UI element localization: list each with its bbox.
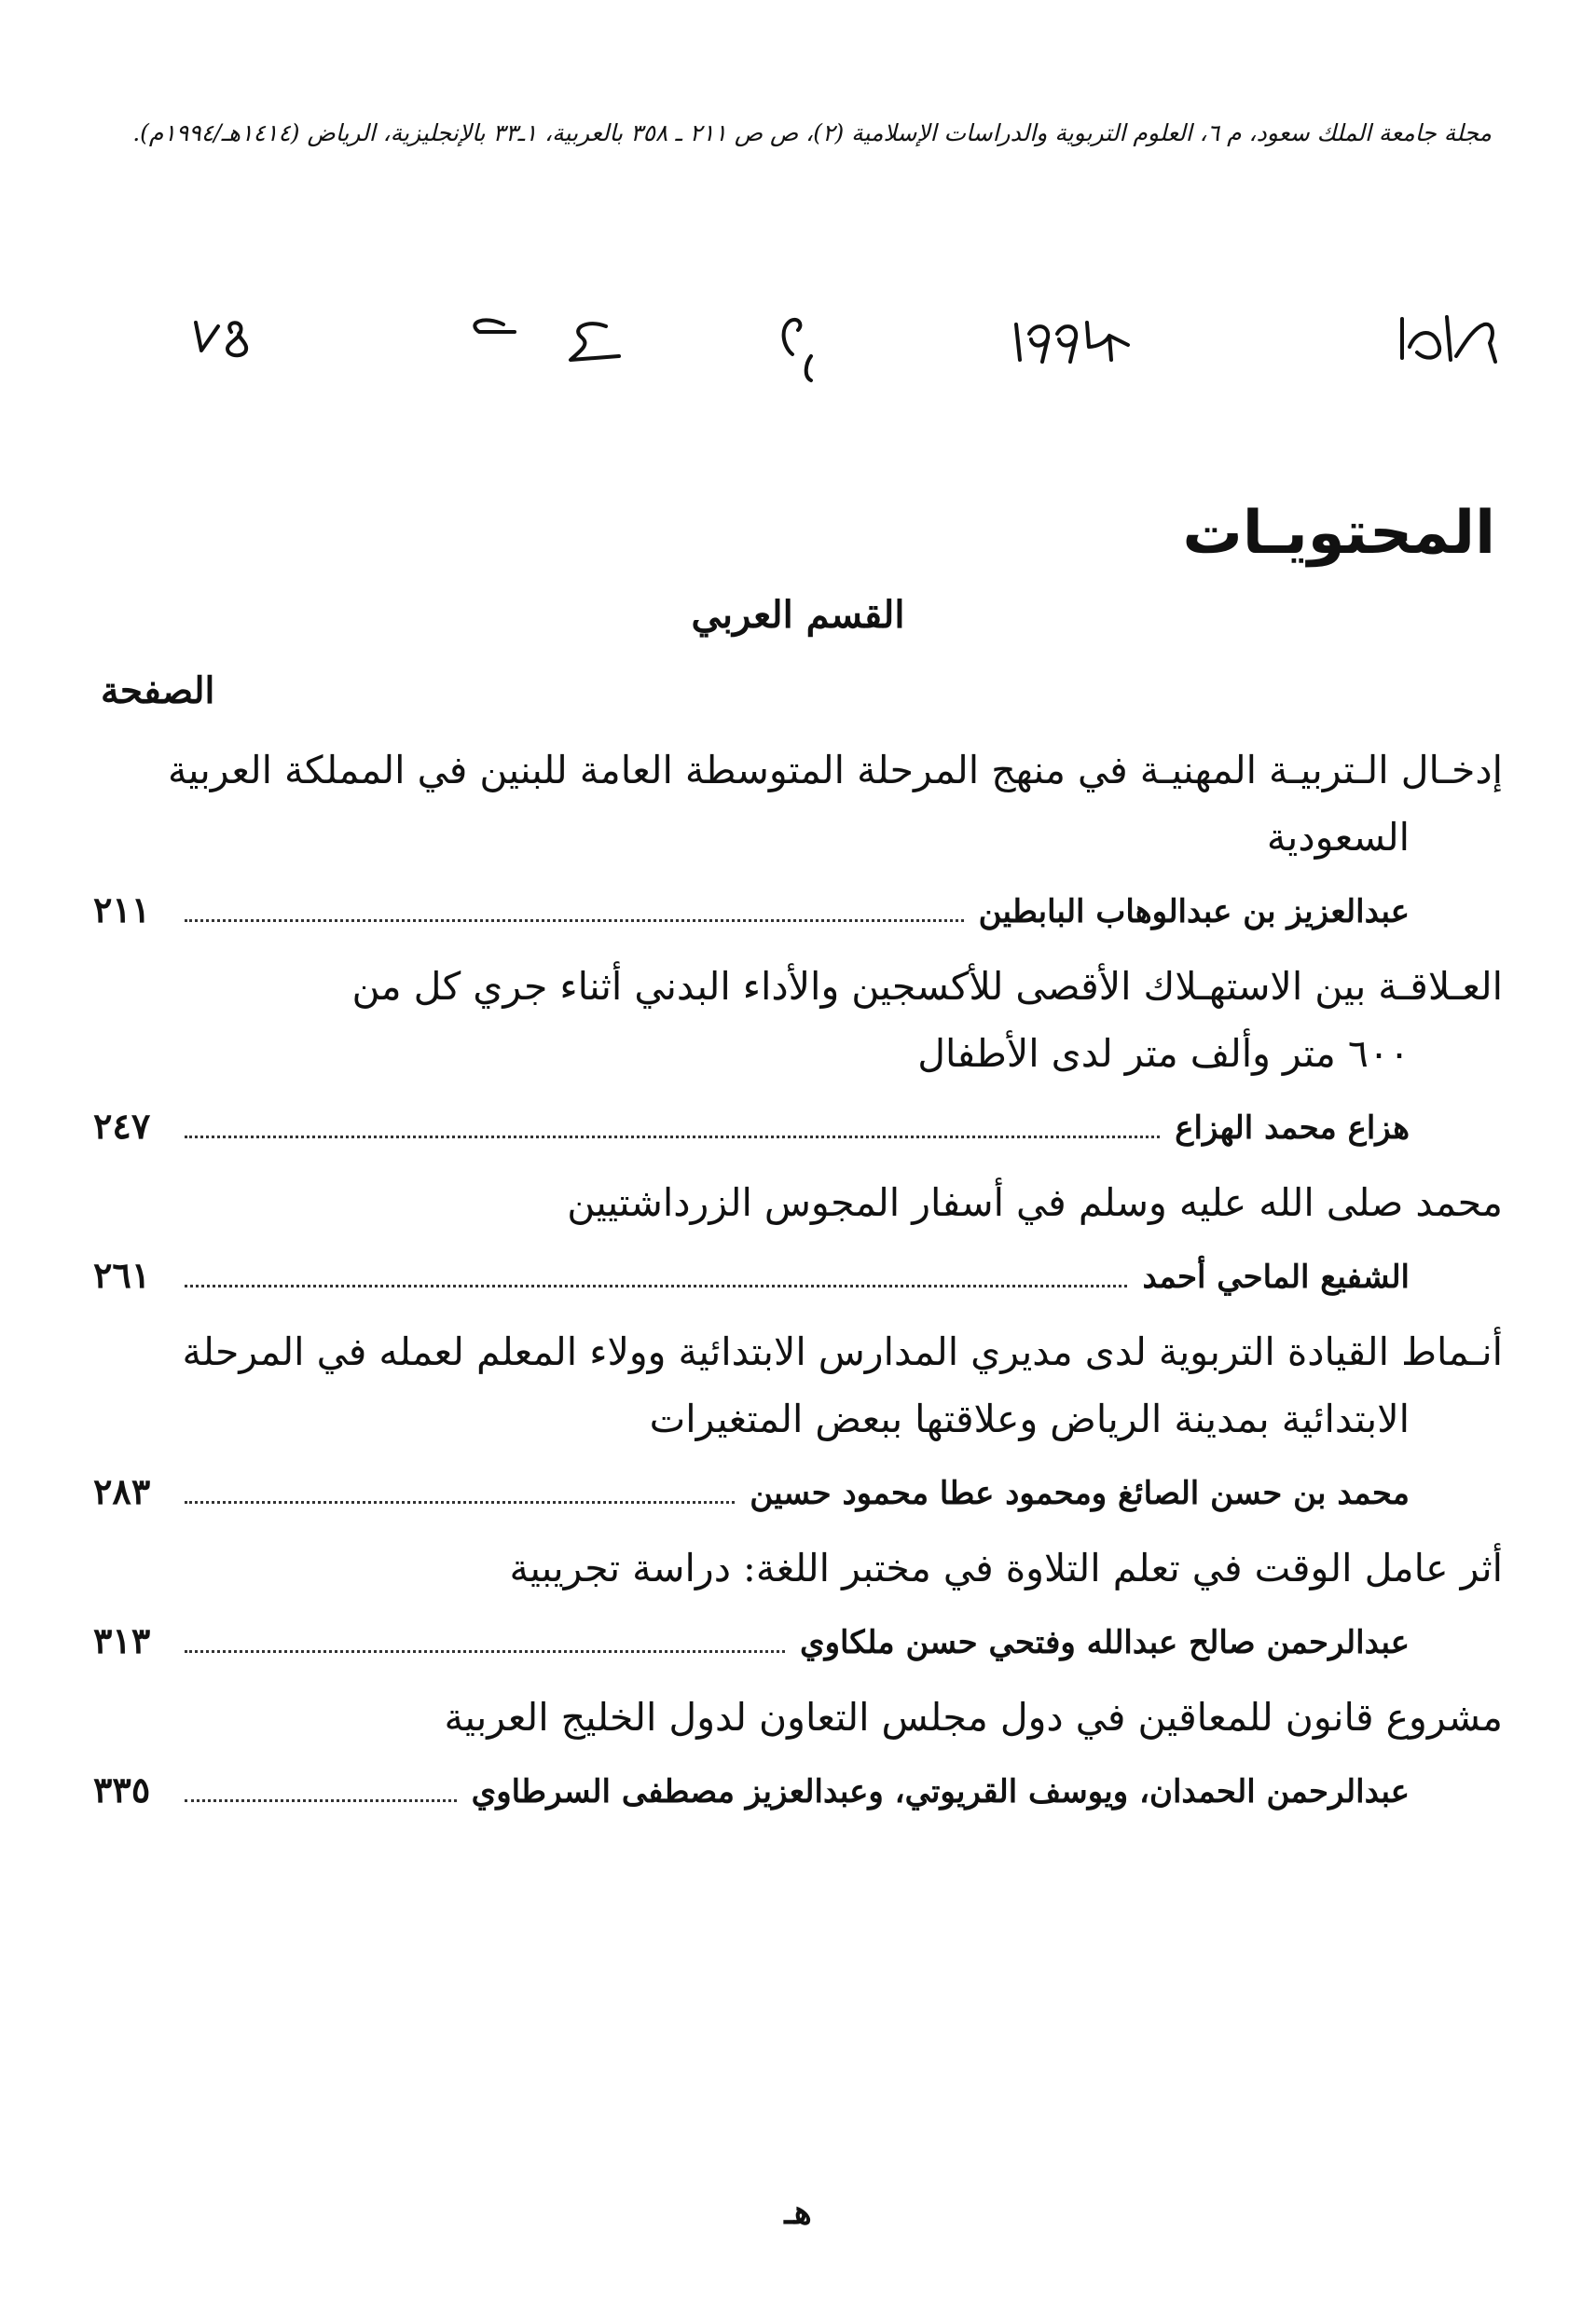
- toc-entry: [93, 737, 1503, 949]
- entry-author-row: [93, 1087, 1503, 1165]
- page-column-label: الصفحة: [101, 669, 215, 712]
- entry-title-continuation: الابتدائية بمدينة الرياض وعلاقتها ببعض المتغيرات: [649, 1397, 1410, 1441]
- entry-title-line: محمد صلى الله عليه وسلم في أسفار المجوس الزرداشتيين: [567, 1180, 1503, 1225]
- toc-entry: [93, 1684, 1503, 1829]
- dot-leader: [185, 1650, 785, 1653]
- entry-title: [93, 1318, 1503, 1453]
- entry-page-number: ٢١١: [93, 888, 151, 930]
- entry-title: [93, 1169, 1503, 1236]
- entry-title-line: أثر عامل الوقت في تعلم التلاوة في مختبر اللغة: دراسة تجريبية: [509, 1546, 1503, 1590]
- entry-author-row: [93, 1751, 1503, 1829]
- dot-leader: [185, 1799, 457, 1802]
- entry-author: عبدالرحمن صالح عبدالله وفتحي حسن ملكاوي: [799, 1624, 1410, 1661]
- toc-entry: [93, 1535, 1503, 1680]
- entry-title-continuation: السعودية: [1266, 815, 1410, 860]
- entry-title-line: مشروع قانون للمعاقين في دول مجلس التعاون لدول الخليج العربية: [444, 1695, 1503, 1740]
- entry-author-row: [93, 1236, 1503, 1315]
- entry-title-line: إدخـال الـتربيـة المهنيـة في منهج المرحلة المتوسطة العامة للبنين في المملكة العربية: [167, 748, 1503, 792]
- entry-title: [93, 1535, 1503, 1602]
- footer-page-marker: هـ: [784, 2193, 812, 2232]
- entry-author-row: [93, 1602, 1503, 1680]
- entry-author-row: [93, 1453, 1503, 1531]
- entry-author: عبدالعزيز بن عبدالوهاب البابطين: [978, 893, 1410, 930]
- dot-leader: [185, 919, 964, 922]
- dot-leader: [185, 1136, 1160, 1138]
- entry-page-number: ٢٤٧: [93, 1105, 151, 1147]
- handwritten-call-number: [0, 291, 1596, 393]
- section-title: القسم العربي: [691, 593, 905, 637]
- entry-title: [93, 953, 1503, 1087]
- entry-author: الشفيع الماحي أحمد: [1142, 1259, 1410, 1296]
- toc-entry: [93, 953, 1503, 1165]
- entry-page-number: ٢٨٣: [93, 1470, 151, 1512]
- entry-author: هزاع محمد الهزاع: [1175, 1109, 1410, 1147]
- handwritten-call-number-drawing: [0, 291, 1596, 393]
- entry-title-line: أنـماط القيادة التربوية لدى مديري المدارس الابتدائية وولاء المعلم لعمله في المرحلة: [182, 1329, 1503, 1374]
- dot-leader: [185, 1285, 1127, 1287]
- journal-citation-header: مجلة جامعة الملك سعود، م ٦، العلوم التربوية والدراسات الإسلامية (٢)، ص ص ٢١١ ـ ٣٥٨ بالعربية، ١ـ٣٣ بالإنجليزية، الرياض (١٤١٤هـ/١٩٩٤م).: [132, 119, 1492, 146]
- entry-title-line: العـلاقـة بين الاستهـلاك الأقصى للأكسجين والأداء البدني أثناء جري كل من: [351, 964, 1503, 1009]
- entry-title: [93, 1684, 1503, 1751]
- entry-page-number: ٣١٣: [93, 1619, 151, 1661]
- toc-entry: [93, 1169, 1503, 1315]
- toc-entry: [93, 1318, 1503, 1531]
- dot-leader: [185, 1501, 735, 1504]
- entry-author: عبدالرحمن الحمدان، ويوسف القريوتي، وعبدالعزيز مصطفى السرطاوي: [471, 1773, 1410, 1810]
- page-title: المحتويـات: [1182, 499, 1495, 568]
- entry-page-number: ٢٦١: [93, 1254, 151, 1296]
- entry-page-number: ٣٣٥: [93, 1769, 151, 1810]
- table-of-contents: [93, 737, 1503, 1833]
- entry-title: [93, 737, 1503, 871]
- entry-title-continuation: ٦٠٠ متر وألف متر لدى الأطفال: [917, 1031, 1410, 1076]
- entry-author-row: [93, 871, 1503, 949]
- entry-author: محمد بن حسن الصائغ ومحمود عطا محمود حسين: [750, 1475, 1410, 1512]
